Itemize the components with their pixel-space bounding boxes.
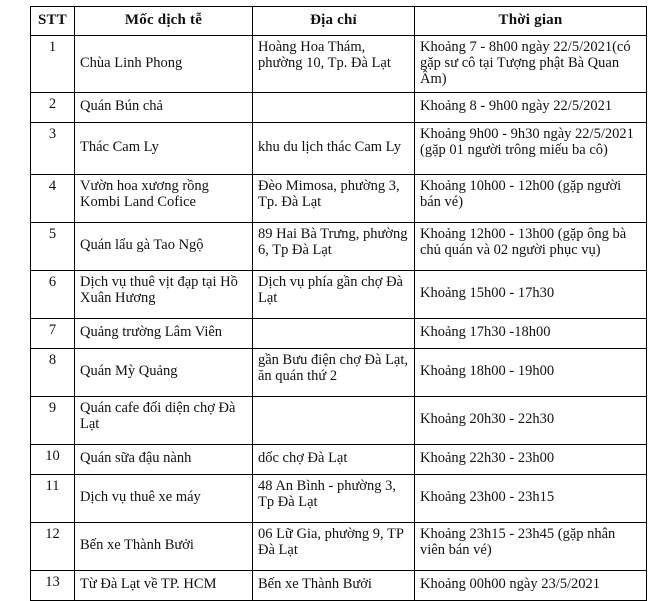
row-number: 4 [31, 174, 75, 222]
row-place: Quán sữa đậu nành [75, 444, 253, 474]
table-body [31, 35, 647, 600]
table-row [31, 348, 647, 396]
table-row [31, 92, 647, 122]
row-time: Khoảng 22h30 - 23h00 [415, 444, 647, 474]
row-number: 5 [31, 222, 75, 270]
table-row [31, 122, 647, 174]
row-address: dốc chợ Đà Lạt [253, 444, 415, 474]
row-time: Khoảng 00h00 ngày 23/5/2021 [415, 570, 647, 600]
row-address: 89 Hai Bà Trưng, phường 6, Tp Đà Lạt [253, 222, 415, 270]
row-address: 06 Lữ Gia, phường 9, TP Đà Lạt [253, 522, 415, 570]
row-place: Dịch vụ thuê xe máy [75, 474, 253, 522]
row-number: 1 [31, 35, 75, 92]
row-place: Quán Bún chả [75, 92, 253, 122]
row-place: Quán cafe đối diện chợ Đà Lạt [75, 396, 253, 444]
row-time: Khoảng 12h00 - 13h00 (gặp ông bà chủ quán và 02 người phục vụ) [415, 222, 647, 270]
row-time: Khoảng 17h30 -18h00 [415, 318, 647, 348]
row-address: Dịch vụ phía gần chợ Đà Lạt [253, 270, 415, 318]
table-row [31, 444, 647, 474]
column-header-time: Thời gian [415, 7, 647, 36]
row-address: 48 An Bình - phường 3, Tp Đà Lạt [253, 474, 415, 522]
row-place: Chùa Linh Phong [75, 35, 253, 92]
table-row [31, 570, 647, 600]
row-place: Dịch vụ thuê vịt đạp tại Hồ Xuân Hương [75, 270, 253, 318]
column-header-stt: STT [31, 7, 75, 36]
row-time: Khoảng 20h30 - 22h30 [415, 396, 647, 444]
table-row [31, 174, 647, 222]
row-place: Quảng trường Lâm Viên [75, 318, 253, 348]
row-number: 6 [31, 270, 75, 318]
row-number: 3 [31, 122, 75, 174]
row-address [253, 318, 415, 348]
row-address: khu du lịch thác Cam Ly [253, 122, 415, 174]
row-time: Khoảng 8 - 9h00 ngày 22/5/2021 [415, 92, 647, 122]
row-place: Bến xe Thành Bưởi [75, 522, 253, 570]
row-place: Thác Cam Ly [75, 122, 253, 174]
table-row [31, 522, 647, 570]
row-number: 12 [31, 522, 75, 570]
row-address: Đèo Mimosa, phường 3, Tp. Đà Lạt [253, 174, 415, 222]
row-address: gần Bưu điện chợ Đà Lạt, ăn quán thứ 2 [253, 348, 415, 396]
column-header-place: Mốc dịch tễ [75, 7, 253, 36]
table-row [31, 396, 647, 444]
table-row [31, 270, 647, 318]
table-row [31, 35, 647, 92]
row-address: Hoàng Hoa Thám, phường 10, Tp. Đà Lạt [253, 35, 415, 92]
epidemiological-timeline-table [30, 6, 647, 601]
row-address: Bến xe Thành Bưởi [253, 570, 415, 600]
row-number: 9 [31, 396, 75, 444]
row-number: 10 [31, 444, 75, 474]
row-number: 11 [31, 474, 75, 522]
table-header [31, 7, 647, 36]
table-row [31, 474, 647, 522]
row-time: Khoảng 7 - 8h00 ngày 22/5/2021(có gặp sư cô tại Tượng phật Bà Quan Âm) [415, 35, 647, 92]
row-time: Khoảng 18h00 - 19h00 [415, 348, 647, 396]
row-time: Khoảng 15h00 - 17h30 [415, 270, 647, 318]
row-number: 7 [31, 318, 75, 348]
column-header-address: Địa chỉ [253, 7, 415, 36]
table-row [31, 222, 647, 270]
row-time: Khoảng 23h00 - 23h15 [415, 474, 647, 522]
row-time: Khoảng 10h00 - 12h00 (gặp người bán vé) [415, 174, 647, 222]
row-place: Vườn hoa xương rồng Kombi Land Cofice [75, 174, 253, 222]
row-time: Khoảng 23h15 - 23h45 (gặp nhân viên bán vé) [415, 522, 647, 570]
table-header-row [31, 7, 647, 36]
row-place: Từ Đà Lạt về TP. HCM [75, 570, 253, 600]
row-place: Quán lẩu gà Tao Ngộ [75, 222, 253, 270]
row-address [253, 396, 415, 444]
row-number: 13 [31, 570, 75, 600]
row-number: 2 [31, 92, 75, 122]
table-row [31, 318, 647, 348]
row-number: 8 [31, 348, 75, 396]
row-time: Khoảng 9h00 - 9h30 ngày 22/5/2021 (gặp 01 người trông miếu ba cô) [415, 122, 647, 174]
row-place: Quán Mỳ Quảng [75, 348, 253, 396]
row-address [253, 92, 415, 122]
